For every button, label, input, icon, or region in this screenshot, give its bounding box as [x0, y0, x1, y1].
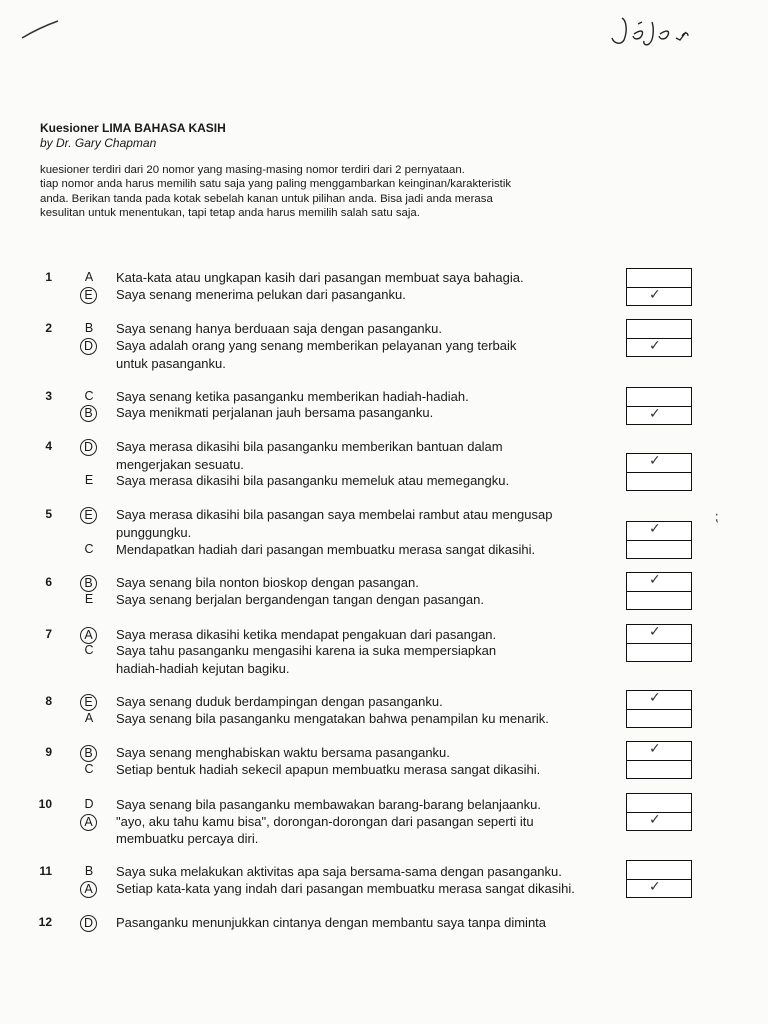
answer-box-bottom-cell[interactable] [627, 338, 691, 357]
question-number: 4 [45, 439, 52, 453]
circled-option-letter: E [80, 694, 97, 711]
circled-option-letter: A [80, 814, 97, 831]
statement-line: Saya senang duduk berdampingan dengan pasanganku. [116, 694, 443, 709]
handwritten-signature [600, 10, 700, 50]
statement-line: Saya merasa dikasihi bila pasanganku memberikan bantuan dalam [116, 439, 503, 454]
question-number: 12 [38, 915, 52, 929]
statement-line: Saya senang menerima pelukan dari pasanganku. [116, 287, 406, 302]
checkmark-icon: ✓ [649, 338, 661, 354]
statement-line: punggungku. [116, 525, 192, 540]
answer-box[interactable] [626, 690, 692, 728]
checkmark-icon: ✓ [649, 812, 661, 828]
statement-line: Saya senang bila nonton bioskop dengan pasangan. [116, 575, 419, 590]
checkmark-icon: ✓ [649, 624, 661, 640]
checkmark-icon: ✓ [649, 690, 661, 706]
question-number: 5 [45, 507, 52, 521]
option-letter: B [84, 864, 94, 878]
question-number: 7 [45, 627, 52, 641]
checkmark-icon: ✓ [649, 406, 661, 422]
statement-line: Saya senang berjalan bergandengan tangan dengan pasangan. [116, 592, 484, 607]
answer-box-top-cell[interactable] [627, 794, 691, 812]
question-number: 2 [45, 321, 52, 335]
answer-box-bottom-cell[interactable] [627, 287, 691, 306]
circled-option-letter: D [80, 915, 97, 932]
answer-box-bottom-cell[interactable] [627, 812, 691, 831]
answer-box-bottom-cell[interactable] [627, 879, 691, 898]
answer-box-bottom-cell[interactable] [627, 591, 691, 610]
answer-box-bottom-cell[interactable] [627, 760, 691, 779]
answer-box-top-cell[interactable] [627, 388, 691, 406]
circled-option-letter: E [80, 507, 97, 524]
checkmark-icon: ✓ [649, 453, 661, 469]
circled-option-letter: B [80, 575, 97, 592]
statement-line: mengerjakan sesuatu. [116, 457, 244, 472]
statement-line: untuk pasanganku. [116, 356, 226, 371]
statement-line: Setiap bentuk hadiah sekecil apapun membuatku merasa sangat dikasihi. [116, 762, 541, 777]
instruction-line: anda. Berikan tanda pada kotak sebelah kanan untuk pilihan anda. Bisa jadi anda merasa [40, 192, 493, 205]
instruction-line: kesulitan untuk menentukan, tapi tetap anda harus memilih salah satu saja. [40, 207, 420, 220]
statement-line: Saya senang bila pasanganku mengatakan bahwa penampilan ku menarik. [116, 711, 549, 726]
circled-option-letter: E [80, 287, 97, 304]
answer-box-top-cell[interactable] [627, 742, 691, 760]
circled-option-letter: A [80, 881, 97, 898]
circled-option-letter: D [80, 338, 97, 355]
checkmark-icon: ✓ [649, 521, 661, 537]
statement-line: Setiap kata-kata yang indah dari pasangan membuatku merasa sangat dikasihi. [116, 881, 575, 896]
answer-box-bottom-cell[interactable] [627, 540, 691, 559]
checkmark-icon: ✓ [649, 741, 661, 757]
answer-box-bottom-cell[interactable] [627, 643, 691, 662]
statement-line: "ayo, aku tahu kamu bisa", dorongan-dorongan dari pasangan seperti itu [116, 814, 534, 829]
pen-stroke-mark [20, 18, 60, 42]
option-letter: E [84, 592, 94, 606]
checkmark-icon: ✓ [649, 879, 661, 895]
answer-box[interactable] [626, 319, 692, 357]
answer-box-top-cell[interactable] [627, 454, 691, 472]
statement-line: Saya tahu pasanganku mengasihi karena ia suka mempersiapkan [116, 643, 497, 658]
statement-line: membuatku percaya diri. [116, 831, 259, 846]
instruction-line: tiap nomor anda harus memilih satu saja yang paling menggambarkan keinginan/karakteristik [40, 178, 512, 191]
statement-line: Saya menikmati perjalanan jauh bersama pasanganku. [116, 405, 434, 420]
statement-line: Kata-kata atau ungkapan kasih dari pasangan membuat saya bahagia. [116, 270, 524, 285]
option-letter: E [84, 473, 94, 487]
answer-box-bottom-cell[interactable] [627, 406, 691, 425]
answer-box-bottom-cell[interactable] [627, 472, 691, 491]
statement-line: Saya suka melakukan aktivitas apa saja bersama-sama dengan pasanganku. [116, 864, 562, 879]
question-number: 8 [45, 694, 52, 708]
statement-line: hadiah-hadiah kejutan bagiku. [116, 661, 290, 676]
option-letter: A [84, 711, 94, 725]
answer-box-top-cell[interactable] [627, 625, 691, 643]
option-letter: D [84, 797, 94, 811]
answer-box[interactable] [626, 572, 692, 610]
circled-option-letter: B [80, 745, 97, 762]
circled-option-letter: A [80, 627, 97, 644]
option-letter: B [84, 321, 94, 335]
option-letter: C [84, 389, 94, 403]
statement-line: Saya merasa dikasihi bila pasangan saya membelai rambut atau mengusap [116, 507, 553, 522]
answer-box[interactable] [626, 387, 692, 425]
answer-box[interactable] [626, 268, 692, 306]
answer-box[interactable] [626, 793, 692, 831]
answer-box-top-cell[interactable] [627, 320, 691, 338]
statement-line: Saya merasa dikasihi bila pasanganku memeluk atau memegangku. [116, 473, 510, 488]
answer-box-bottom-cell[interactable] [627, 709, 691, 728]
checkmark-icon: ✓ [649, 287, 661, 303]
statement-line: Saya merasa dikasihi ketika mendapat pengakuan dari pasangan. [116, 627, 497, 642]
statement-line: Saya senang hanya berduaan saja dengan pasanganku. [116, 321, 442, 336]
instructions-paragraph [40, 163, 600, 221]
answer-box-top-cell[interactable] [627, 522, 691, 540]
option-letter: A [84, 270, 94, 284]
question-number: 3 [45, 389, 52, 403]
question-number: 9 [45, 745, 52, 759]
questionnaire-title: Kuesioner LIMA BAHASA KASIH [40, 121, 226, 135]
statement-line: Saya senang ketika pasanganku memberikan hadiah-hadiah. [116, 389, 469, 404]
statement-line: Saya senang menghabiskan waktu bersama pasanganku. [116, 745, 450, 760]
instruction-line: kuesioner terdiri dari 20 nomor yang masing-masing nomor terdiri dari 2 pernyataan. [40, 164, 465, 176]
option-letter: C [84, 762, 94, 776]
answer-box-top-cell[interactable] [627, 269, 691, 287]
answer-box[interactable] [626, 453, 692, 491]
question-number: 10 [38, 797, 52, 811]
questionnaire-author: by Dr. Gary Chapman [40, 136, 157, 150]
answer-box-top-cell[interactable] [627, 861, 691, 879]
statement-line: Saya senang bila pasanganku membawakan barang-barang belanjaanku. [116, 797, 541, 812]
statement-line: Mendapatkan hadiah dari pasangan membuatku merasa sangat dikasihi. [116, 542, 536, 557]
question-number: 6 [45, 575, 52, 589]
option-letter: C [84, 643, 94, 657]
statement-line: Pasanganku menunjukkan cintanya dengan membantu saya tanpa diminta [116, 915, 547, 930]
question-number: 1 [45, 270, 52, 284]
answer-box[interactable] [626, 624, 692, 662]
option-letter: C [84, 542, 94, 556]
answer-box[interactable] [626, 741, 692, 779]
answer-box[interactable] [626, 860, 692, 898]
circled-option-letter: B [80, 405, 97, 422]
question-number: 11 [39, 864, 52, 878]
answer-box[interactable] [626, 521, 692, 559]
stray-pen-mark: ⁏ [714, 508, 719, 524]
answer-box-top-cell[interactable] [627, 691, 691, 709]
answer-box-top-cell[interactable] [627, 573, 691, 591]
statement-line: Saya adalah orang yang senang memberikan pelayanan yang terbaik [116, 338, 517, 353]
circled-option-letter: D [80, 439, 97, 456]
checkmark-icon: ✓ [649, 572, 661, 588]
